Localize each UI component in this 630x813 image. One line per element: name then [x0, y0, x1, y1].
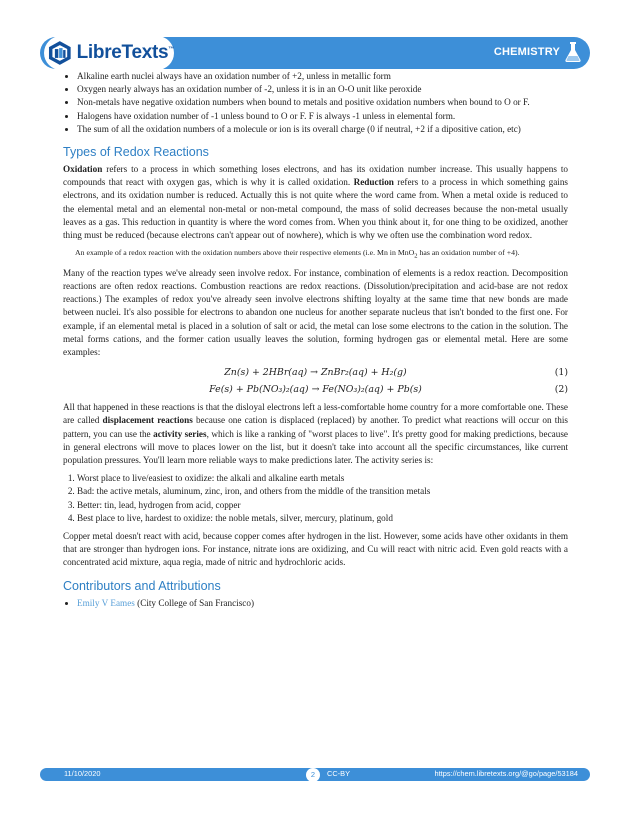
term-oxidation: Oxidation [63, 164, 103, 175]
paragraph-copper: Copper metal doesn't react with acid, because copper comes after hydrogen in the list. However, some acids have other oxidants in them that are stronger than hydrogen ions. For instance, nitrate ions are oxidizing, and Cu will react with nitric acid. Even gold reacts with a concentrated acid mixture, aqua regia, made of nitric and hydrochloric acids. [63, 531, 568, 568]
contributors-list [63, 597, 568, 610]
paragraph-reaction-types: Many of the reaction types we've already seen involve redox. For instance, combination of elements is a redox reaction. Decomposition reactions are often redox reactions. Combustion reactions are redox reactions. (Dissolution/precipitation and acid-base are not redox reactions.) The examples of redox you've already seen involve electrons shifting loyalty at the same time that new bonds are made between nuclei. It's also possible for electrons to abandon one nucleus for another separate nucleus that isn't bonded to the first one. For example, if an elemental metal is placed in a solution of salt or acid, the metal can lose some electrons to the cation in the solution. The metal forms cations, and the former cation usually leaves the solution, forming hydrogen gas or elemental metal. Here are some examples: [63, 267, 568, 357]
equation-text: Fe(s) + Pb(NO₃)₂(aq) → Fe(NO₃)₂(aq) + Pb(s) [209, 384, 422, 396]
equation-2 [63, 381, 568, 398]
libretexts-logo-icon [47, 40, 73, 66]
activity-series-list [63, 472, 568, 525]
equation-1 [63, 364, 568, 381]
list-item: 1. Worst place to live/easiest to oxidize: the alkali and alkaline earth metals [77, 472, 568, 485]
term-displacement-reactions: displacement reactions [102, 415, 193, 426]
list-item: • Alkaline earth nuclei always have an oxidation number of +2, unless in metallic form [77, 70, 568, 83]
contributor-link[interactable]: Emily V Eames [77, 597, 135, 608]
list-item: 4. Best place to live, hardest to oxidize: the noble metals, silver, mercury, platinum, gold [77, 512, 568, 525]
equation-number: (1) [554, 367, 568, 379]
term-activity-series: activity series [153, 428, 207, 439]
equation-text: Zn(s) + 2HBr(aq) → ZnBr₂(aq) + H₂(g) [224, 367, 407, 379]
section-heading-contributors: Contributors and Attributions [63, 578, 221, 593]
list-item: • Non-metals have negative oxidation numbers when bound to metals and positive oxidation numbers when bound to O or F. [77, 96, 568, 109]
list-item: • Emily V Eames (City College of San Francisco) [77, 597, 568, 610]
list-item: • Oxygen nearly always has an oxidation number of -2, unless it is in an O-O unit like peroxide [77, 83, 568, 96]
logo-text: LibreTexts™ [76, 42, 174, 63]
oxidation-rules-list [63, 70, 568, 136]
list-item: 3. Better: tin, lead, hydrogen from acid, copper [77, 499, 568, 512]
term-reduction: Reduction [353, 177, 394, 188]
flask-icon [564, 41, 582, 63]
list-item: 2. Bad: the active metals, aluminum, zinc, iron, and others from the middle of the transition metals [77, 485, 568, 498]
paragraph-displacement: All that happened in these reactions is that the disloyal electrons left a less-comfortable home country for a more comfortable one. These are called displacement reactions because one cation is displaced (replaced) by another. To predict what reactions will occur on this pattern, you can use the activity series, which is like a ranking of "worst places to live". It's pretty good for making predictions, because in general electrons will move to places lower on the list, but it doesn't take into account all the specific circumstances, like current population pressures. You'll learn more reliable ways to make predictions later. The activity series is: [63, 402, 568, 466]
list-item: • The sum of all the oxidation numbers of a molecule or ion is its overall charge (0 if neutral, +2 if a dipositive cation, etc) [77, 123, 568, 136]
section-heading-redox-types: Types of Redox Reactions [63, 145, 209, 160]
license-label[interactable]: CC-BY [327, 769, 350, 778]
libretexts-logo[interactable] [44, 36, 174, 70]
list-item: • Halogens have oxidation number of -1 unless bound to O or F. F is always -1 unless in elemental form. [77, 110, 568, 123]
equation-number: (2) [554, 384, 568, 396]
page-content [63, 70, 568, 610]
paragraph-oxidation-reduction: Oxidation refers to a process in which something loses electrons, and has its oxidation number increase. This usually happens to compounds that react with oxygen gas, which is why it is called oxidation. Reduction refers to a process in which something gains electrons, and its oxidation number is reduced. Actually this is not quite where the word came from. When a metal oxide is reduced to the elemental metal and an elemental non-metal or non-metal compound, the mass of solid decreases because the non-metal usually leaves as a gas. This reduction in quantity is where the word comes from. When you think about it, for one thing to be oxidized, another thing must be reduced (because electrons can't appear out of nowhere), which is why we often use the combination word redox. [63, 164, 568, 241]
page-number: 2 [306, 768, 320, 782]
page-url-link[interactable]: https://chem.libretexts.org/@go/page/53184 [434, 769, 578, 778]
subject-label[interactable]: CHEMISTRY [493, 46, 560, 58]
footer-date: 11/10/2020 [64, 769, 101, 778]
figure-caption: An example of a redox reaction with the oxidation numbers above their respective elements (i.e. Mn in MnO$_2$ has an oxidation number of +4). [75, 248, 520, 260]
